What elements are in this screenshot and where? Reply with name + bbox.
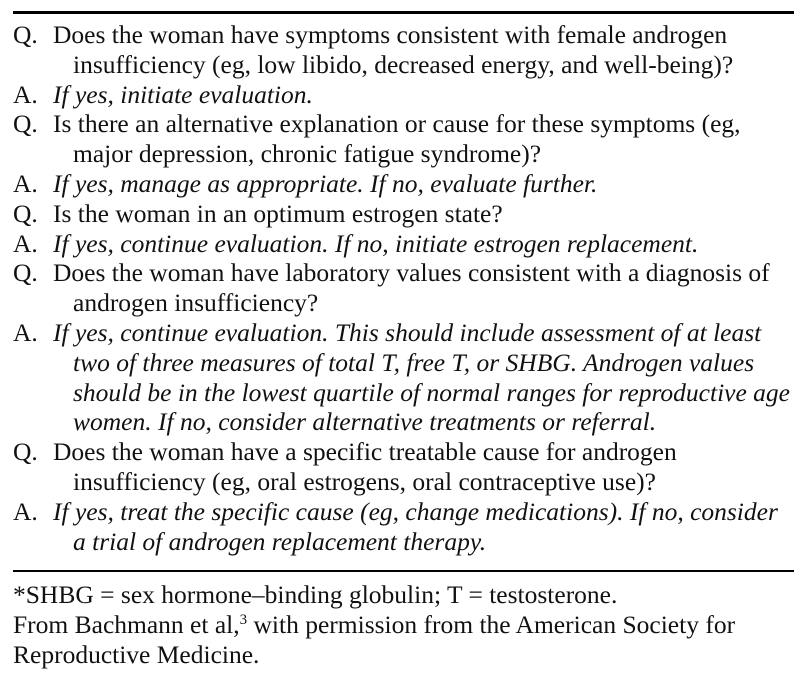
source-text: From Bachmann et al,	[13, 610, 240, 639]
answer-text: If yes, treat the specific cause (eg, change medications). If no, consider a trial of androgen replacement therapy.	[53, 496, 778, 556]
footnotes	[13, 580, 794, 670]
question-text: Does the woman have a specific treatable cause for androgen insufficiency (eg, oral estrogens, oral contraceptive use)?	[53, 437, 677, 496]
item-marker: A.	[13, 317, 38, 347]
item-marker: A.	[13, 228, 38, 258]
item-marker: Q.	[13, 20, 38, 49]
item-marker: A.	[13, 496, 38, 526]
top-rule	[13, 11, 794, 14]
item-marker: Q.	[13, 258, 38, 288]
answer-item	[13, 80, 794, 110]
answer-item	[13, 497, 794, 557]
source-note	[13, 610, 794, 670]
question-item	[13, 20, 794, 80]
question-text: Does the woman have symptoms consistent with female androgen insufficiency (eg, low libido, decreased energy, and well-being)?	[53, 20, 734, 79]
question-item	[13, 109, 794, 169]
source-text-rest: with permission from the American Society for Reproductive Medicine.	[13, 610, 736, 669]
answer-text: If yes, continue evaluation. This should include assessment of at least two of three measures of total T, free T, or SHBG. Androgen values should be in the lowest quartile of normal ranges for reproductive age women. If no, consider alternative treatments or referral.	[53, 317, 791, 437]
answer-text: If yes, manage as appropriate. If no, evaluate further.	[53, 168, 598, 198]
answer-item	[13, 169, 794, 199]
item-marker: Q.	[13, 109, 38, 139]
abbreviations-note: *SHBG = sex hormone–binding globulin; T = testosterone.	[13, 580, 618, 609]
reference-number: 3	[239, 612, 248, 628]
question-text: Is there an alternative explanation or cause for these symptoms (eg, major depression, chronic fatigue syndrome)?	[53, 109, 741, 169]
item-marker: A.	[13, 168, 38, 198]
question-item	[13, 437, 794, 497]
question-item	[13, 199, 794, 229]
answer-text: If yes, continue evaluation. If no, initiate estrogen replacement.	[53, 228, 699, 258]
question-item	[13, 258, 794, 318]
item-marker: A.	[13, 79, 38, 109]
question-text: Does the woman have laboratory values consistent with a diagnosis of androgen insufficiency?	[53, 258, 770, 318]
answer-item	[13, 229, 794, 259]
answer-item	[13, 318, 794, 437]
footnote-rule	[13, 570, 794, 572]
item-marker: Q.	[13, 198, 38, 228]
qa-list	[13, 20, 794, 556]
answer-text: If yes, initiate evaluation.	[53, 79, 313, 109]
table-body	[13, 0, 794, 685]
question-text: Is the woman in an optimum estrogen state?	[53, 198, 503, 228]
item-marker: Q.	[13, 437, 38, 467]
